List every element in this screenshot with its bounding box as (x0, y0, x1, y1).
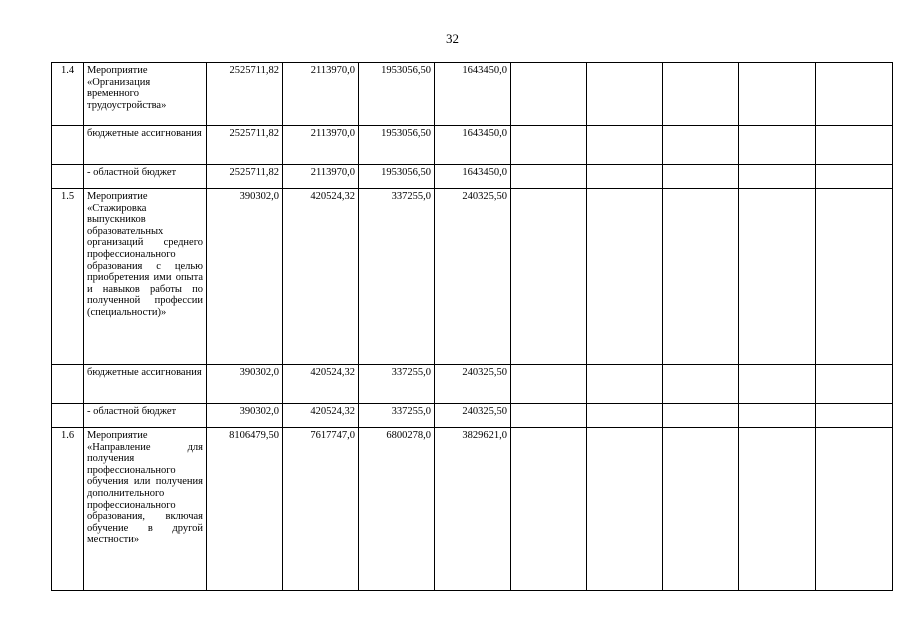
empty-cell (816, 365, 893, 404)
empty-cell (511, 126, 587, 165)
row-name-cell: Мероприятие «Стажировка выпускников образовательных организаций среднего профессионального образования с целью приобретения ими опыта и навыков работы по полученной профессии (специальности)» (84, 189, 207, 365)
empty-cell (587, 189, 663, 365)
empty-cell (587, 428, 663, 591)
table-row (52, 365, 893, 404)
empty-cell (663, 126, 739, 165)
value-cell: 1953056,50 (359, 63, 435, 126)
empty-cell (663, 428, 739, 591)
row-name-cell: Мероприятие «Организация временного трудоустройства» (84, 63, 207, 126)
value-cell: 337255,0 (359, 189, 435, 365)
row-index-cell (52, 165, 84, 189)
row-index-cell: 1.6 (52, 428, 84, 591)
value-cell: 2113970,0 (283, 165, 359, 189)
empty-cell (816, 63, 893, 126)
value-cell: 420524,32 (283, 404, 359, 428)
empty-cell (663, 63, 739, 126)
empty-cell (511, 428, 587, 591)
value-cell: 7617747,0 (283, 428, 359, 591)
value-cell: 6800278,0 (359, 428, 435, 591)
empty-cell (587, 404, 663, 428)
empty-cell (587, 365, 663, 404)
row-index-cell: 1.5 (52, 189, 84, 365)
value-cell: 8106479,50 (207, 428, 283, 591)
table-row (52, 126, 893, 165)
empty-cell (511, 404, 587, 428)
empty-cell (816, 404, 893, 428)
value-cell: 420524,32 (283, 189, 359, 365)
table-row (52, 428, 893, 591)
value-cell: 1643450,0 (435, 165, 511, 189)
value-cell: 1643450,0 (435, 126, 511, 165)
empty-cell (587, 63, 663, 126)
empty-cell (739, 126, 816, 165)
empty-cell (816, 189, 893, 365)
value-cell: 2525711,82 (207, 63, 283, 126)
value-cell: 240325,50 (435, 189, 511, 365)
empty-cell (663, 189, 739, 365)
empty-cell (511, 189, 587, 365)
value-cell: 390302,0 (207, 404, 283, 428)
value-cell: 390302,0 (207, 189, 283, 365)
empty-cell (739, 428, 816, 591)
empty-cell (739, 404, 816, 428)
empty-cell (511, 63, 587, 126)
empty-cell (816, 165, 893, 189)
empty-cell (739, 63, 816, 126)
empty-cell (739, 165, 816, 189)
empty-cell (739, 365, 816, 404)
value-cell: 1643450,0 (435, 63, 511, 126)
empty-cell (587, 126, 663, 165)
row-name-cell: бюджетные ассигнования (84, 365, 207, 404)
row-name-cell: бюджетные ассигнования (84, 126, 207, 165)
table-row (52, 165, 893, 189)
row-index-cell: 1.4 (52, 63, 84, 126)
value-cell: 1953056,50 (359, 126, 435, 165)
value-cell: 240325,50 (435, 365, 511, 404)
value-cell: 2113970,0 (283, 63, 359, 126)
row-name-cell: Мероприятие «Направление для получения профессионального обучения или получения дополнительного профессионального образования, включая обучение в другой местности» (84, 428, 207, 591)
value-cell: 390302,0 (207, 365, 283, 404)
budget-table (51, 62, 893, 591)
row-index-cell (52, 365, 84, 404)
empty-cell (511, 365, 587, 404)
empty-cell (663, 165, 739, 189)
value-cell: 420524,32 (283, 365, 359, 404)
page-number: 32 (446, 31, 459, 46)
empty-cell (511, 165, 587, 189)
table-row (52, 404, 893, 428)
value-cell: 337255,0 (359, 404, 435, 428)
empty-cell (663, 404, 739, 428)
row-name-cell: - областной бюджет (84, 165, 207, 189)
table-row (52, 189, 893, 365)
row-index-cell (52, 126, 84, 165)
row-name-cell: - областной бюджет (84, 404, 207, 428)
empty-cell (663, 365, 739, 404)
empty-cell (587, 165, 663, 189)
empty-cell (739, 189, 816, 365)
value-cell: 1953056,50 (359, 165, 435, 189)
value-cell: 240325,50 (435, 404, 511, 428)
value-cell: 2525711,82 (207, 126, 283, 165)
table-row (52, 63, 893, 126)
value-cell: 3829621,0 (435, 428, 511, 591)
empty-cell (816, 428, 893, 591)
row-index-cell (52, 404, 84, 428)
empty-cell (816, 126, 893, 165)
value-cell: 2525711,82 (207, 165, 283, 189)
value-cell: 337255,0 (359, 365, 435, 404)
value-cell: 2113970,0 (283, 126, 359, 165)
